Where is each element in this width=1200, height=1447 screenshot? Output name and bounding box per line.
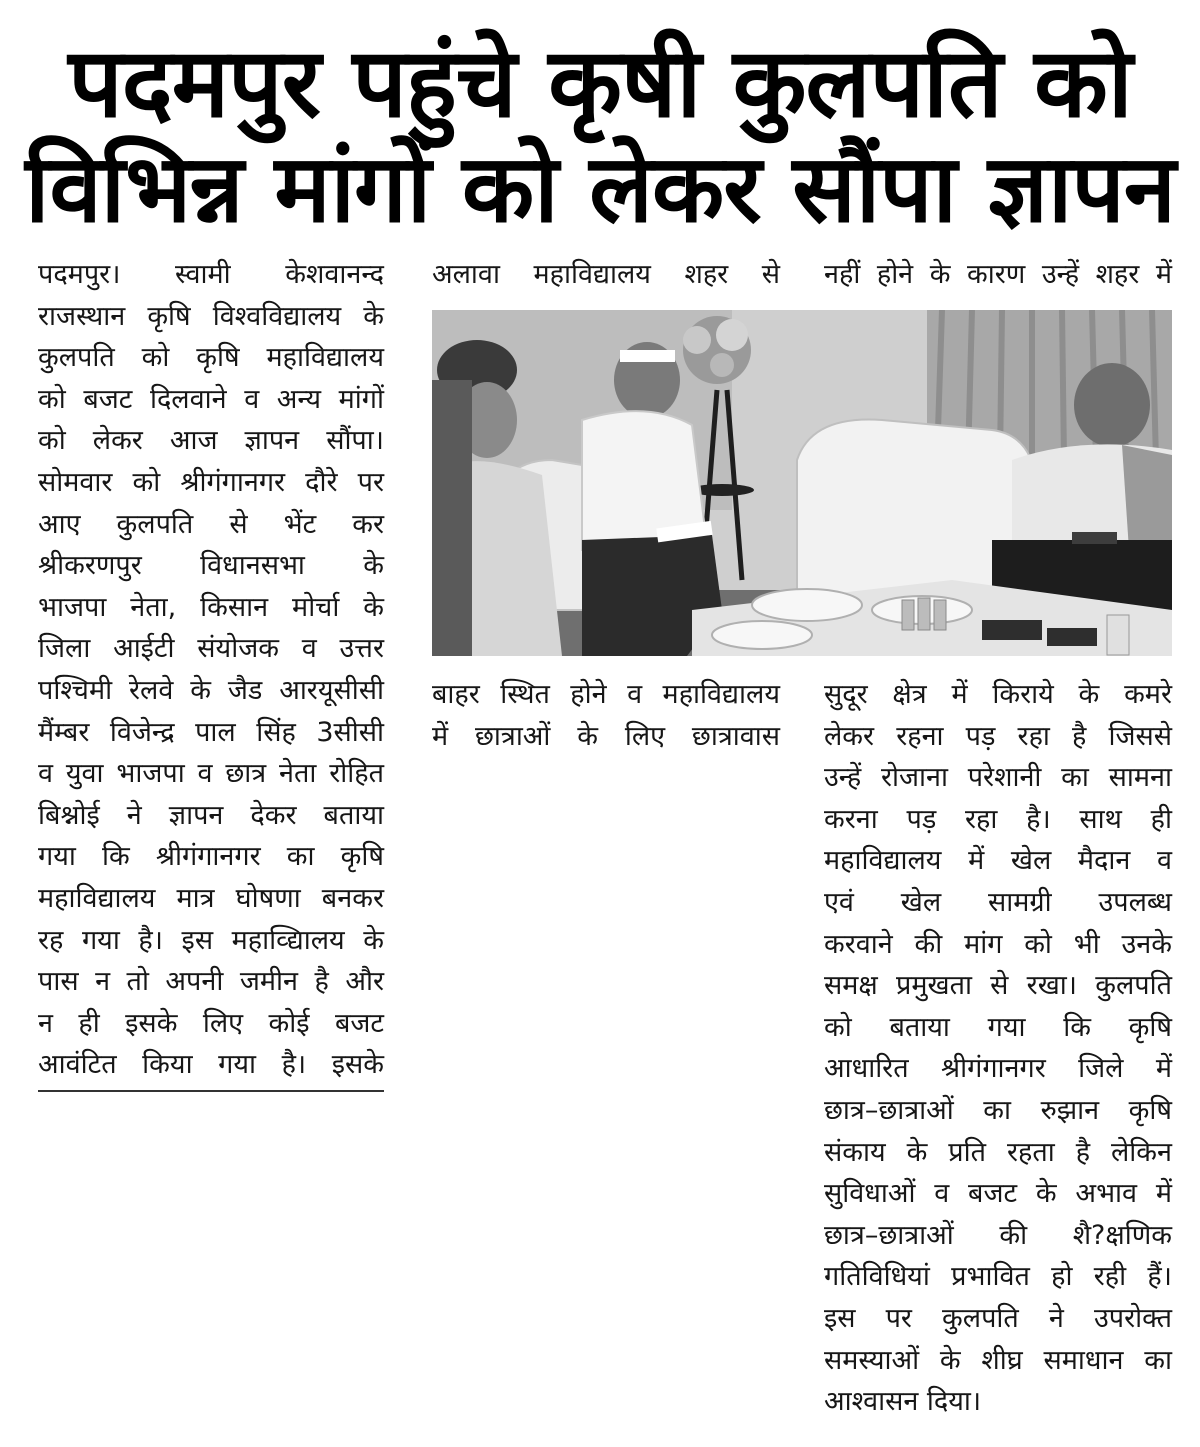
article-line: आश्वासन दिया।	[824, 1386, 982, 1418]
article-line: को बताया गया कि कृषि	[824, 1011, 1172, 1043]
news-photo	[432, 310, 1172, 656]
article-line: कुलपति को कृषि महाविद्यालय	[38, 342, 384, 374]
article-line: सुदूर क्षेत्र में किराये के कमरे	[824, 679, 1172, 710]
article-line: श्रीकरणपुर विधानसभा के	[38, 550, 384, 582]
article-column-2-bottom	[432, 674, 780, 757]
article-line: रह गया है। इस महाव्द्यिालय के	[38, 924, 384, 956]
article-line: गतिविधियां प्रभावित हो रही हैं।	[824, 1261, 1172, 1293]
article-line: करवाने की मांग को भी उनके	[824, 928, 1172, 960]
article-line: मैंम्बर विजेन्द्र पाल सिंह 3सीसी	[38, 716, 384, 748]
article-line: आधारित श्रीगंगानगर जिले में	[824, 1053, 1172, 1085]
article-line: को लेकर आज ज्ञापन सौंपा।	[38, 425, 384, 457]
article-line: लेकर रहना पड़ रहा है जिससे	[824, 720, 1172, 752]
article-line: महाविद्यालय मात्र घोषणा बनकर	[38, 882, 384, 914]
article-line: अलावा महाविद्यालय शहर से	[432, 259, 780, 290]
article-line: सोमवार को श्रीगंगानगर दौरे पर	[38, 466, 384, 498]
article-line: एवं खेल सामग्री उपलब्ध	[824, 886, 1172, 918]
article-line: उन्हें रोजाना परेशानी का सामना	[824, 762, 1172, 794]
article-line: छात्र–छात्राओं का रुझान कृषि	[824, 1094, 1172, 1126]
article-line: पास न तो अपनी जमीन है और	[38, 966, 384, 998]
article-column-3-bottom	[824, 674, 1172, 1423]
article-line: समक्ष प्रमुखता से रखा। कुलपति	[824, 970, 1172, 1002]
article-line: भाजपा नेता, किसान मोर्चा के	[38, 591, 384, 623]
article-line: व युवा भाजपा व छात्र नेता रोहित	[38, 758, 384, 790]
article-line: जिला आईटी संयोजक व उत्तर	[38, 633, 384, 665]
article-line: पदमपुर। स्वामी केशवानन्द	[38, 259, 384, 290]
article-line: बाहर स्थित होने व महाविद्यालय	[432, 679, 780, 710]
article-line: न ही इसके लिए कोई बजट	[38, 1007, 384, 1039]
headline-line-1: पदमपुर पहुंचे कृषी कुलपति को	[68, 27, 1132, 139]
article-column-1	[38, 254, 384, 1086]
article-line: बिश्नोई ने ज्ञापन देकर बताया	[38, 799, 384, 831]
article-line: सुविधाओं व बजट के अभाव में	[824, 1178, 1172, 1210]
article-line: इस पर कुलपति ने उपरोक्त	[824, 1302, 1172, 1334]
article-line: आए कुलपति से भेंट कर	[38, 508, 384, 540]
article-line: को बजट दिलवाने व अन्य मांगों	[38, 383, 384, 415]
article-line: संकाय के प्रति रहता है लेकिन	[824, 1136, 1172, 1168]
article-column-2-top	[432, 254, 780, 296]
article-line: में छात्राओं के लिए छात्रावास	[432, 720, 780, 752]
article-line: राजस्थान कृषि विश्वविद्यालय के	[38, 300, 384, 332]
article-line: छात्र–छात्राओं की शै?क्षणिक	[824, 1219, 1172, 1251]
article-line: पश्चिमी रेलवे के जैड आरयूसीसी	[38, 674, 384, 706]
article-line: महाविद्यालय में खेल मैदान व	[824, 845, 1172, 877]
article-line: करना पड़ रहा है। साथ ही	[824, 803, 1172, 835]
article-line: गया कि श्रीगंगानगर का कृषि	[38, 841, 384, 873]
article-line: आवंटित किया गया है। इसके	[38, 1049, 384, 1081]
article-column-3-top	[824, 254, 1172, 296]
article-line: समस्याओं के शीघ्र समाधान का	[824, 1344, 1172, 1376]
article-line: नहीं होने के कारण उन्हें शहर में	[824, 259, 1172, 290]
headline-line-2: विभिन्न मांगों को लेकर सौंपा ज्ञापन	[25, 135, 1175, 244]
column-end-rule	[38, 1090, 384, 1092]
